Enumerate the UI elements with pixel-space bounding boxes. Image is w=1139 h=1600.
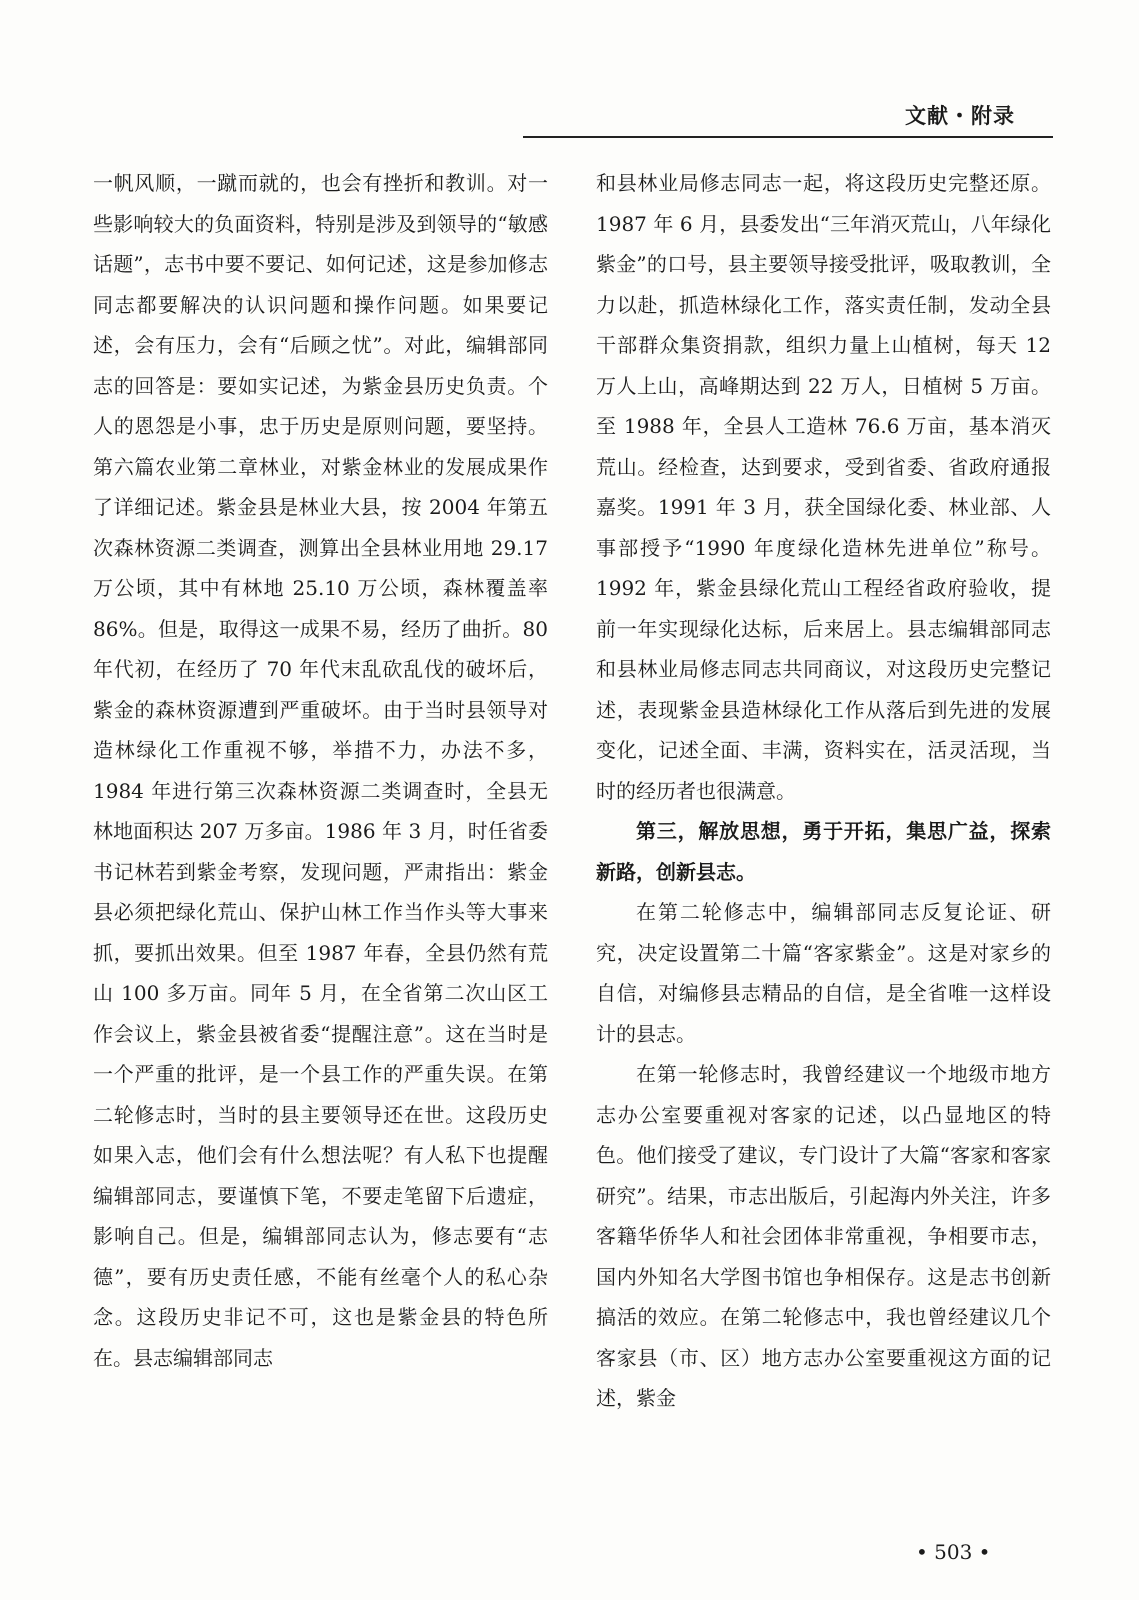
- paragraph: 在第一轮修志时，我曾经建议一个地级市地方志办公室要重视对客家的记述，以凸显地区的特色。他们接受了建议，专门设计了大篇“客家和客家研究”。结果，市志出版后，引起海内外关注，许多客籍华侨华人和社会团体非常重视，争相要市志，国内外知名大学图书馆也争相保存。这是志书创新搞活的效应。在第二轮修志中，我也曾经建议几个客家县（市、区）地方志办公室要重视这方面的记述，紫金: [596, 1062, 1051, 1410]
- paragraph: 和县林业局修志同志一起，将这段历史完整还原。1987 年 6 月，县委发出“三年消灭荒山，八年绿化紫金”的口号，县主要领导接受批评，吸取教训，全力以赴，抓造林绿化工作，落实责任制，发动全县干部群众集资捐款，组织力量上山植树，每天 12 万人上山，高峰期达到 22 万人，日植树 5 万亩。至 1988 年，全县人工造林 76.6 万亩，基本消灭荒山。经检查，达到要求，受到省委、省政府通报嘉奖。1991 年 3 月，获全国绿化委、林业部、人事部授予“1990 年度绿化造林先进单位”称号。1992 年，紫金县绿化荒山工程经省政府验收，提前一年实现绿化达标，后来居上。县志编辑部同志和县林业局修志同志共同商议，对这段历史完整记述，表现紫金县造林绿化工作从落后到先进的发展变化，记述全面、丰满，资料实在，活灵活现，当时的经历者也很满意。: [596, 171, 1051, 803]
- section-heading: 第三，解放思想，勇于开拓，集思广益，探索新路，创新县志。: [596, 819, 1051, 884]
- left-column: [93, 163, 548, 1538]
- header-rule: [523, 136, 1053, 138]
- paragraph: 一帆风顺，一蹴而就的，也会有挫折和教训。对一些影响较大的负面资料，特别是涉及到领导的“敏感话题”，志书中要不要记、如何记述，这是参加修志同志都要解决的认识问题和操作问题。如果要记述，会有压力，会有“后顾之忧”。对此，编辑部同志的回答是：要如实记述，为紫金县历史负责。个人的恩怨是小事，忠于历史是原则问题，要坚持。第六篇农业第二章林业，对紫金林业的发展成果作了详细记述。紫金县是林业大县，按 2004 年第五次森林资源二类调查，测算出全县林业用地 29.17 万公顷，其中有林地 25.10 万公顷，森林覆盖率 86%。但是，取得这一成果不易，经历了曲折。80 年代初，在经历了 70 年代末乱砍乱伐的破坏后，紫金的森林资源遭到严重破坏。由于当时县领导对造林绿化工作重视不够，举措不力，办法不多，1984 年进行第三次森林资源二类调查时，全县无林地面积达 207 万多亩。1986 年 3 月，时任省委书记林若到紫金考察，发现问题，严肃指出：紫金县必须把绿化荒山、保护山林工作当作头等大事来抓，要抓出效果。但至 1987 年春，全县仍然有荒山 100 多万亩。同年 5 月，在全省第二次山区工作会议上，紫金县被省委“提醒注意”。这在当时是一个严重的批评，是一个县工作的严重失误。在第二轮修志时，当时的县主要领导还在世。这段历史如果入志，他们会有什么想法呢？有人私下也提醒编辑部同志，要谨慎下笔，不要走笔留下后遗症，影响自己。但是，编辑部同志认为，修志要有“志德”，要有历史责任感，不能有丝毫个人的私心杂念。这段历史非记不可，这也是紫金县的特色所在。县志编辑部同志: [93, 171, 548, 1370]
- right-column: [596, 163, 1051, 1538]
- paragraph: 在第二轮修志中，编辑部同志反复论证、研究，决定设置第二十篇“客家紫金”。这是对家乡的自信，对编修县志精品的自信，是全省唯一这样设计的县志。: [596, 900, 1051, 1046]
- page-header-title: 文献・附录: [905, 104, 1015, 128]
- page-number: • 503 •: [916, 1540, 991, 1564]
